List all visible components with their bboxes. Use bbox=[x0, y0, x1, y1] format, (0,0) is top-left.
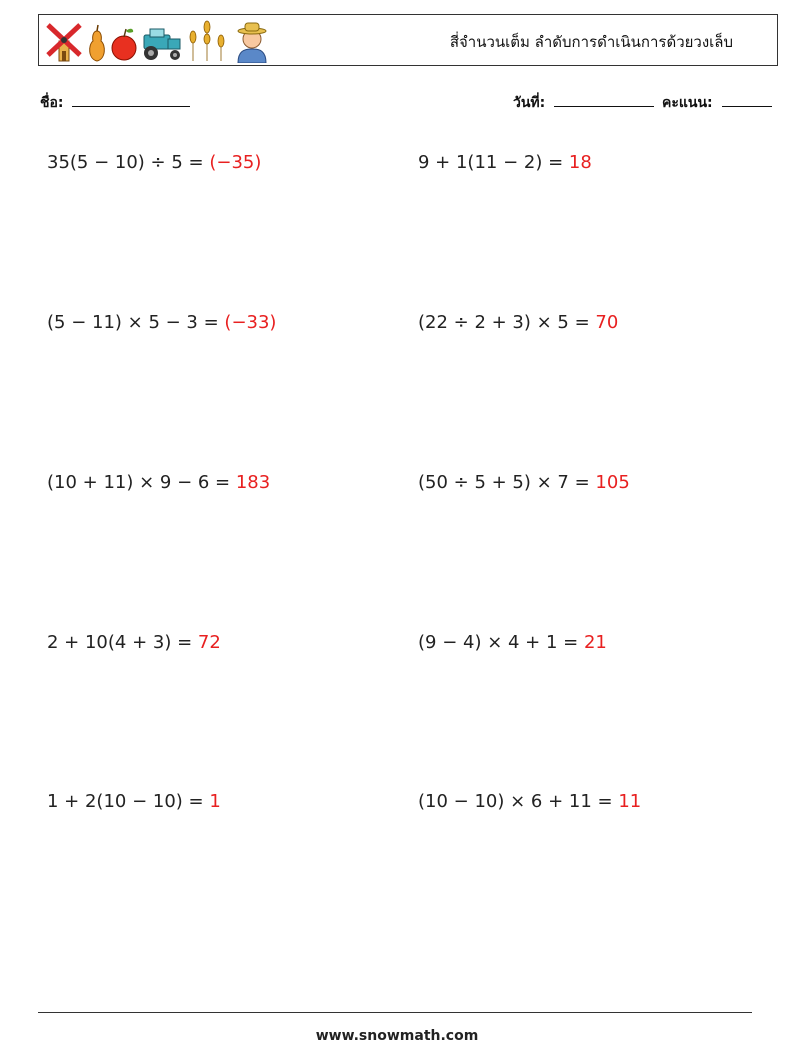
score-label: คะแนน: bbox=[662, 95, 713, 111]
problem-expression: (22 ÷ 2 + 3) × 5 = bbox=[418, 312, 596, 333]
problem-answer: 70 bbox=[595, 312, 619, 333]
name-blank[interactable] bbox=[72, 92, 190, 107]
problem-expression: (50 ÷ 5 + 5) × 7 = bbox=[418, 472, 596, 493]
footer-url[interactable]: www.snowmath.com bbox=[315, 1028, 479, 1044]
date-blank[interactable] bbox=[554, 92, 654, 107]
problem-expression: 9 + 1(11 − 2) = bbox=[418, 152, 569, 173]
problem-expression: 1 + 2(10 − 10) = bbox=[47, 791, 210, 812]
problem-answer: 105 bbox=[595, 472, 630, 493]
pear-icon bbox=[86, 19, 108, 63]
problem-9 bbox=[47, 791, 221, 812]
problem-expression: (9 − 4) × 4 + 1 = bbox=[418, 632, 584, 653]
problem-answer: 183 bbox=[235, 472, 271, 493]
header-icons bbox=[45, 19, 272, 63]
name-field bbox=[40, 92, 190, 114]
problem-answer: (−35) bbox=[209, 152, 262, 173]
wheat-icon bbox=[187, 19, 229, 63]
windmill-icon bbox=[45, 19, 83, 63]
problem-expression: (5 − 11) × 5 − 3 = bbox=[47, 312, 225, 333]
apple-icon bbox=[111, 19, 137, 63]
worksheet-title: สี่จำนวนเต็ม ลำดับการดำเนินการด้วยวงเล็บ bbox=[449, 33, 733, 51]
score-field bbox=[662, 92, 772, 114]
problem-7 bbox=[47, 632, 221, 653]
problem-8 bbox=[418, 632, 607, 653]
name-label: ชื่อ: bbox=[40, 95, 64, 111]
problem-expression: 35(5 − 10) ÷ 5 = bbox=[47, 152, 210, 173]
problem-3 bbox=[47, 312, 276, 333]
problem-5 bbox=[47, 472, 270, 493]
problem-expression: 2 + 10(4 + 3) = bbox=[47, 632, 198, 653]
problem-2 bbox=[418, 152, 592, 173]
problem-answer: 1 bbox=[209, 791, 221, 812]
problem-6 bbox=[418, 472, 630, 493]
problem-answer: 18 bbox=[568, 152, 592, 173]
tractor-icon bbox=[140, 19, 184, 63]
footer-divider bbox=[38, 1012, 752, 1013]
problem-answer: 72 bbox=[197, 632, 221, 653]
problem-expression: (10 + 11) × 9 − 6 = bbox=[47, 472, 236, 493]
problem-answer: (−33) bbox=[224, 312, 277, 333]
problem-1 bbox=[47, 152, 261, 173]
problem-4 bbox=[418, 312, 618, 333]
score-blank[interactable] bbox=[722, 92, 772, 107]
problem-answer: 11 bbox=[618, 791, 642, 812]
problem-10 bbox=[418, 791, 641, 812]
worksheet-header bbox=[38, 14, 778, 66]
farmer-icon bbox=[232, 19, 272, 63]
date-label: วันที่: bbox=[513, 95, 546, 111]
problem-expression: (10 − 10) × 6 + 11 = bbox=[418, 791, 619, 812]
problem-answer: 21 bbox=[583, 632, 607, 653]
date-field bbox=[513, 92, 654, 114]
